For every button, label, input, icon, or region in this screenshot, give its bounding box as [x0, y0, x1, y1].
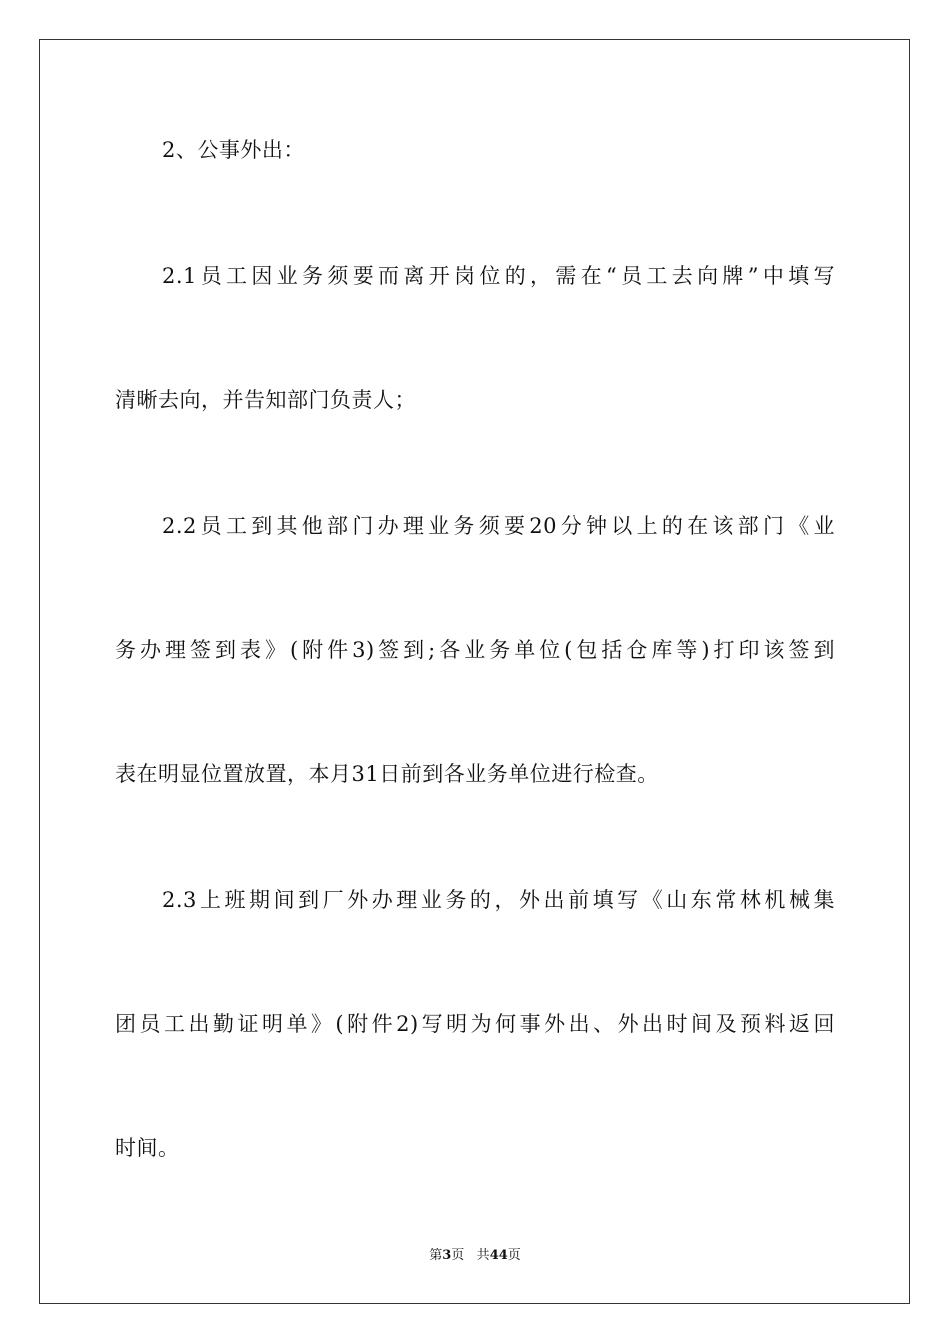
section-heading: 2、公事外出： [162, 138, 305, 162]
total-prefix: 共 [476, 1248, 490, 1263]
paragraph-line: 清晰去向，并告知部门负责人； [115, 388, 416, 412]
page-border [39, 39, 910, 1304]
page-prefix: 第 [429, 1248, 443, 1263]
paragraph-line: 团员工出勤证明单》(附件2)写明为何事外出、外出时间及预料返回 [115, 1012, 835, 1036]
paragraph-line: 务办理签到表》(附件3)签到;各业务单位(包括仓库等)打印该签到 [115, 638, 835, 662]
page-footer [0, 1247, 950, 1265]
total-pages: 44 [489, 1248, 508, 1263]
total-suffix: 页 [507, 1248, 521, 1263]
page-number: 3 [442, 1248, 452, 1263]
paragraph-line: 2.2员工到其他部门办理业务须要20分钟以上的在该部门《业 [162, 514, 835, 538]
page-suffix: 页 [451, 1248, 465, 1263]
paragraph-line: 2.1员工因业务须要而离开岗位的，需在“员工去向牌”中填写 [162, 264, 835, 288]
paragraph-line: 表在明显位置放置，本月31日前到各业务单位进行检查。 [115, 762, 659, 786]
paragraph-line: 2.3上班期间到厂外办理业务的，外出前填写《山东常林机械集 [162, 888, 835, 912]
paragraph-line: 时间。 [115, 1136, 180, 1160]
